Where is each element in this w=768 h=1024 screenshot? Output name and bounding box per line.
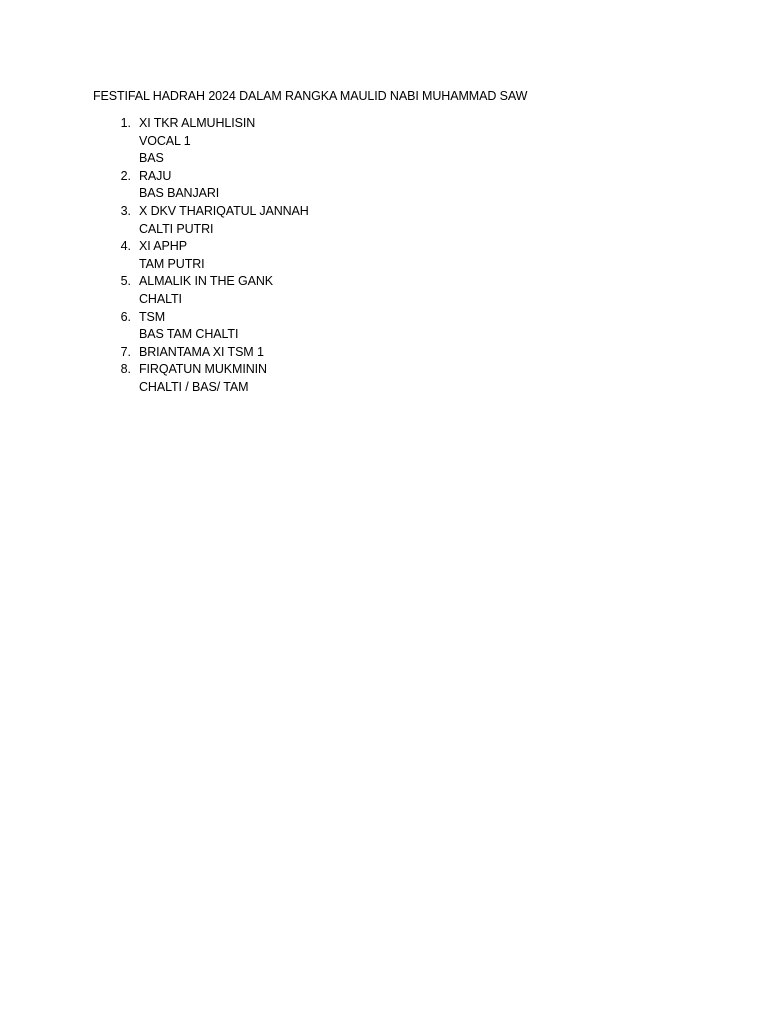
- list-item: [93, 238, 593, 273]
- entry-detail: CHALTI: [139, 291, 182, 306]
- entry-detail: BAS BANJARI: [139, 186, 220, 201]
- entry-detail: TAM PUTRI: [139, 256, 205, 271]
- entry-group-name: FIRQATUN MUKMININ: [139, 362, 267, 377]
- list-item: [93, 361, 593, 396]
- entry-number: 8.: [120, 362, 131, 377]
- entry-number: 5.: [120, 274, 131, 289]
- entry-detail: CALTI PUTRI: [139, 221, 214, 236]
- entry-detail: VOCAL 1: [139, 133, 191, 148]
- entry-group-name: ALMALIK IN THE GANK: [139, 274, 274, 289]
- entry-group-name: BRIANTAMA XI TSM 1: [139, 344, 264, 359]
- entry-detail: CHALTI / BAS/ TAM: [139, 379, 249, 394]
- entry-group-name: XI APHP: [139, 239, 187, 254]
- entry-detail: BAS: [139, 151, 164, 166]
- entry-list: [93, 115, 593, 397]
- entry-number: 2.: [120, 168, 131, 183]
- entry-number: 6.: [120, 309, 131, 324]
- entry-number: 4.: [120, 239, 131, 254]
- list-item: [93, 203, 593, 238]
- entry-detail: BAS TAM CHALTI: [139, 327, 239, 342]
- entry-number: 1.: [120, 116, 131, 130]
- entry-number: 7.: [120, 344, 131, 359]
- entry-group-name: XI TKR ALMUHLISIN: [139, 116, 256, 130]
- list-item: [93, 115, 593, 168]
- document-title: FESTIFAL HADRAH 2024 DALAM RANGKA MAULID NABI MUHAMMAD SAW: [93, 89, 528, 103]
- entry-group-name: X DKV THARIQATUL JANNAH: [139, 203, 309, 218]
- entry-number: 3.: [120, 203, 131, 218]
- list-item: [93, 168, 593, 203]
- entry-group-name: RAJU: [139, 168, 172, 183]
- list-item: [93, 309, 593, 344]
- entry-group-name: TSM: [139, 309, 166, 324]
- list-item: [93, 273, 593, 308]
- list-item: [93, 344, 593, 362]
